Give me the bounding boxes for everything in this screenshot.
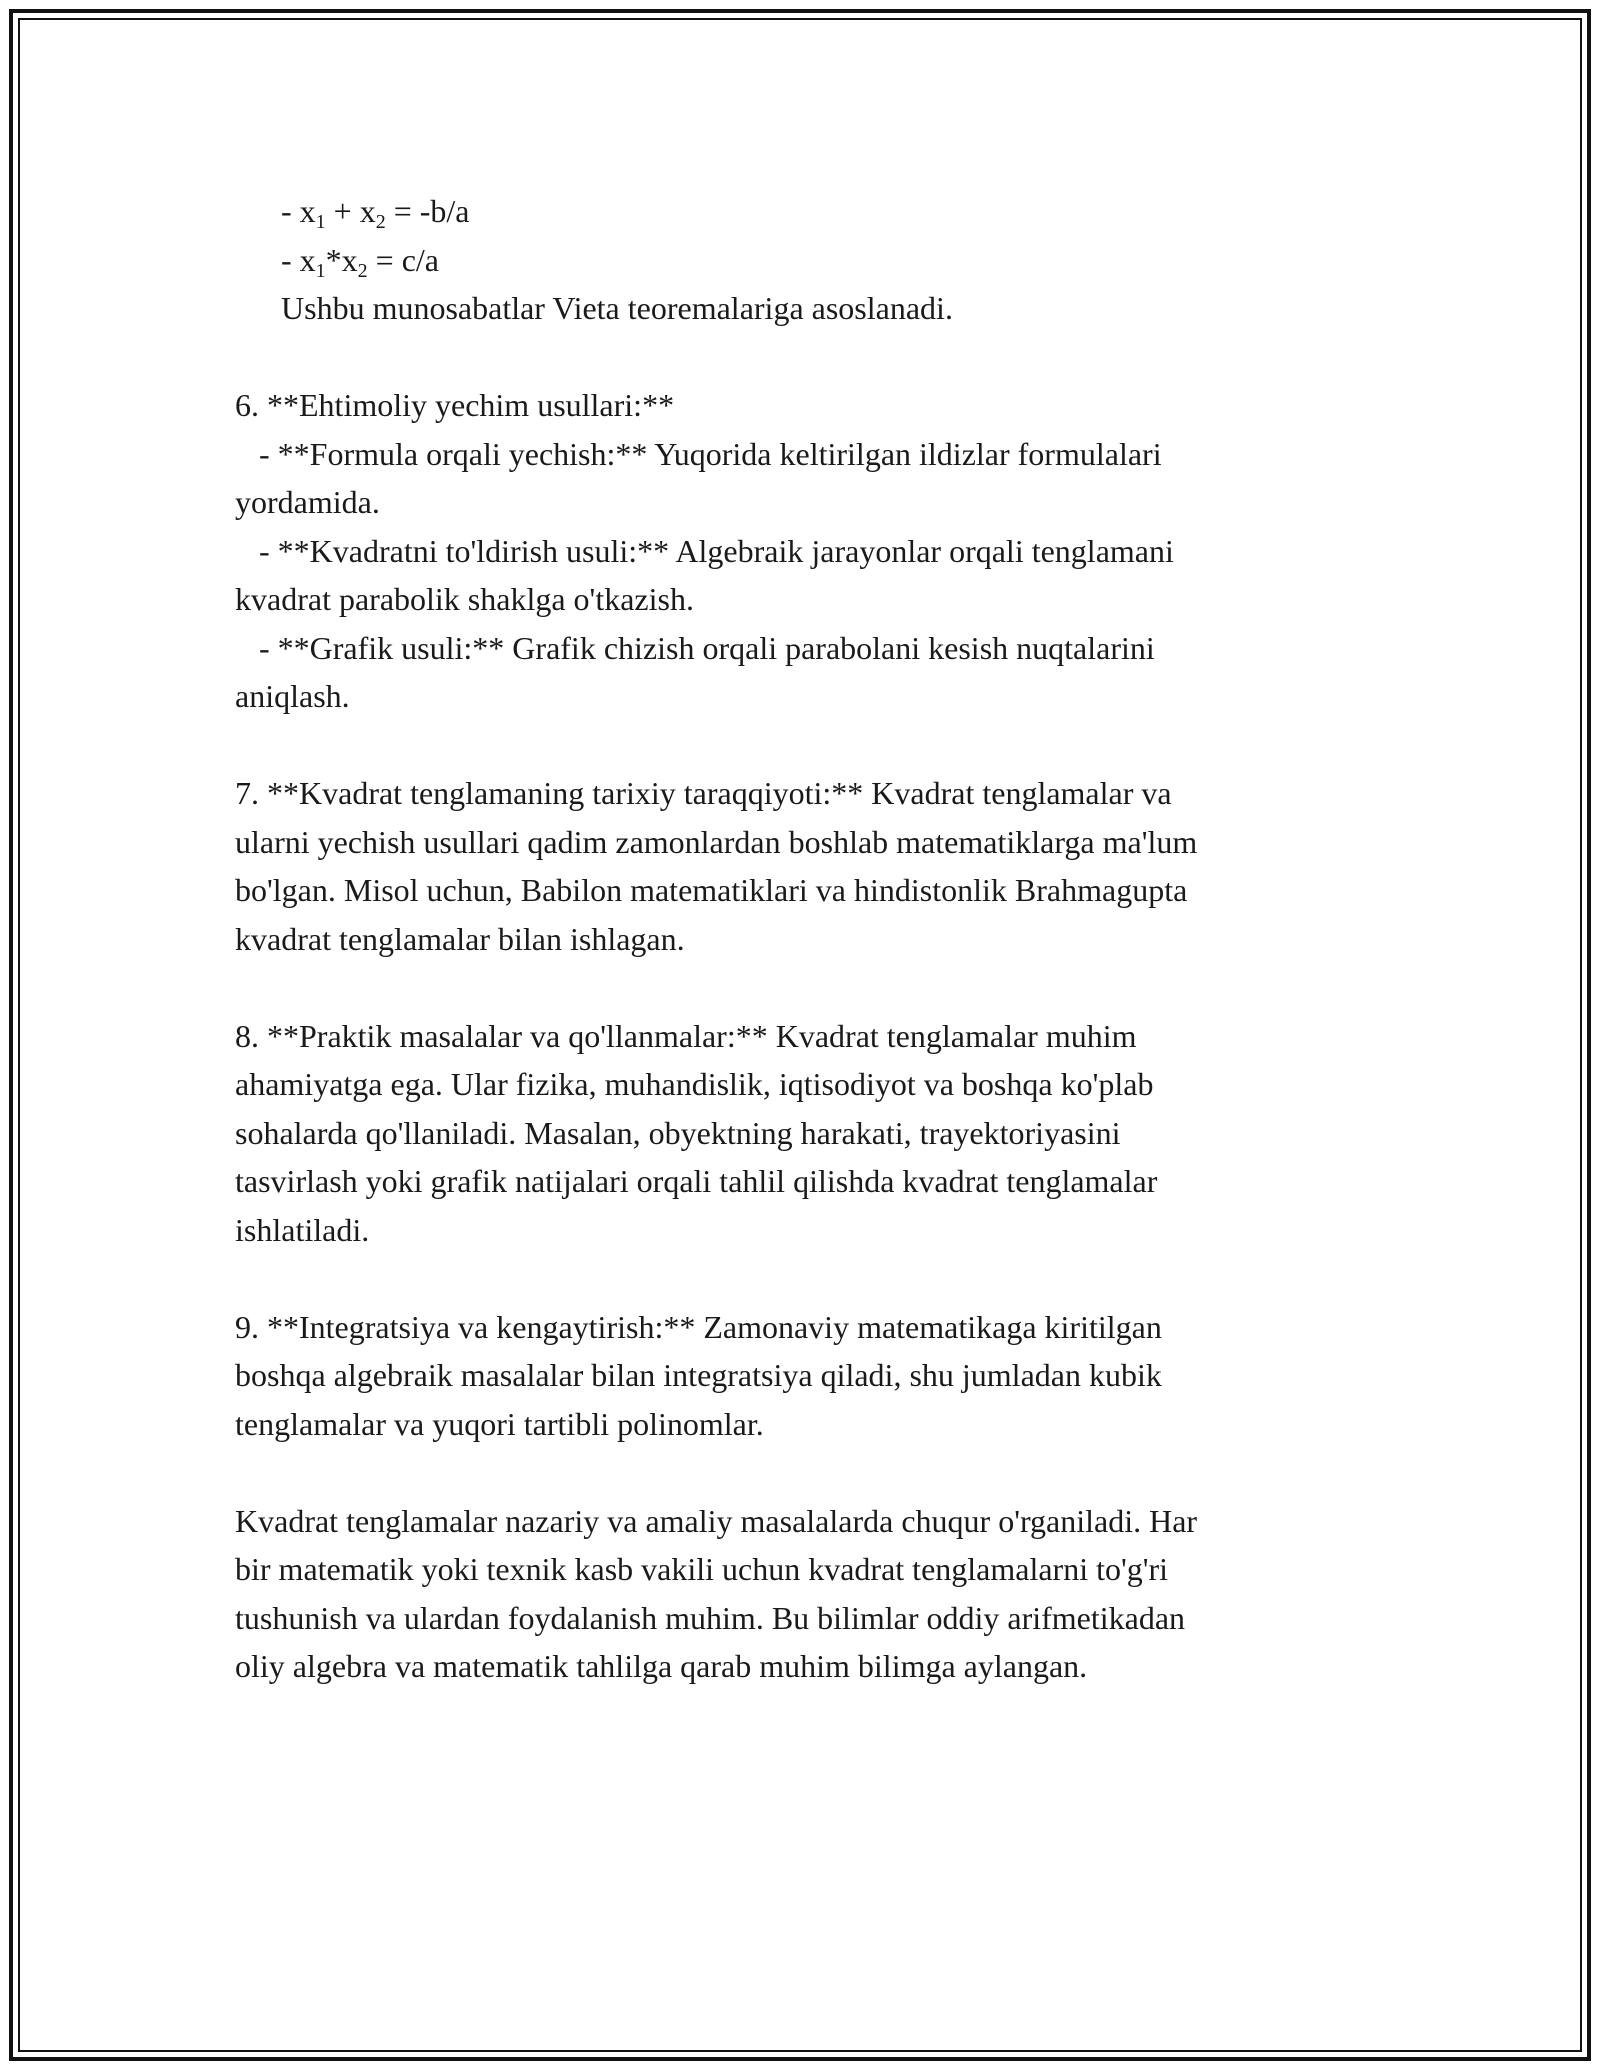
paragraph-gap: [235, 721, 1365, 770]
section9-line-1: 9. **Integratsiya va kengaytirish:** Zamonaviy matematikaga kiritilgan: [235, 1308, 1162, 1345]
formula-sum-sub1: 1: [315, 211, 326, 233]
section7-line-4: kvadrat tenglamalar bilan ishlagan.: [235, 920, 685, 957]
section8-line-5: ishlatiladi.: [235, 1211, 370, 1248]
formula-product-mid: *x: [325, 241, 358, 278]
section9-line-3: tenglamalar va yuqori tartibli polinomlar.: [235, 1405, 764, 1442]
paragraph-gap: [235, 963, 1365, 1012]
formula-sum-sub2: 2: [375, 211, 386, 233]
formula-note: Ushbu munosabatlar Vieta teoremalariga asoslanadi.: [281, 290, 953, 326]
conclusion-line-1: Kvadrat tenglamalar nazariy va amaliy masalalarda chuqur o'rganiladi. Har: [235, 1502, 1198, 1539]
paragraph-gap: [235, 1448, 1365, 1497]
section8-line-4: tasvirlash yoki grafik natijalari orqali tahlil qilishda kvadrat tenglamalar: [235, 1163, 1158, 1199]
section6-bullet-2-line2: kvadrat parabolik shaklga o'tkazish.: [235, 581, 694, 617]
section8-line-3: sohalarda qo'llaniladi. Masalan, obyektning harakati, trayektoriyasini: [235, 1114, 1121, 1151]
formula-product-suffix: = c/a: [367, 241, 439, 278]
section6-heading: 6. **Ehtimoliy yechim usullari:**: [235, 387, 675, 423]
formula-product: [235, 236, 1365, 285]
formula-product-prefix: - x: [281, 241, 316, 278]
section6-bullet-1-line1: - **Formula orqali yechish:** Yuqorida keltirilgan ildizlar formulalari: [235, 435, 1162, 472]
section8-line-1: 8. **Praktik masalalar va qo'llanmalar:** Kvadrat tenglamalar muhim: [235, 1017, 1137, 1054]
formula-product-sub1: 1: [315, 259, 326, 282]
section7-line-1: 7. **Kvadrat tenglamaning tarixiy taraqqiyoti:** Kvadrat tenglamalar va: [235, 775, 1172, 811]
formula-sum: [235, 187, 1365, 236]
section9-line-2: boshqa algebraik masalalar bilan integratsiya qiladi, shu jumladan kubik: [235, 1357, 1162, 1393]
section8-line-2: ahamiyatga ega. Ular fizika, muhandislik, iqtisodiyot va boshqa ko'plab: [235, 1066, 1154, 1102]
formula-sum-suffix: = -b/a: [385, 193, 470, 229]
section7-line-3: bo'lgan. Misol uchun, Babilon matematiklari va hindistonlik Brahmagupta: [235, 872, 1188, 908]
section7-line-2: ularni yechish usullari qadim zamonlardan boshlab matematiklarga ma'lum: [235, 823, 1198, 860]
document-body: [235, 187, 1365, 1691]
conclusion-line-2: bir matematik yoki texnik kasb vakili uchun kvadrat tenglamalarni to'g'ri: [235, 1551, 1169, 1587]
paragraph-gap: [235, 1254, 1365, 1303]
conclusion-line-3: tushunish va ulardan foydalanish muhim. Bu bilimlar oddiy arifmetikadan: [235, 1599, 1186, 1636]
formula-sum-mid: + x: [325, 193, 376, 229]
section6-bullet-1-line2: yordamida.: [235, 484, 380, 520]
conclusion-line-4: oliy algebra va matematik tahlilga qarab muhim bilimga aylangan.: [235, 1648, 1088, 1684]
paragraph-gap: [235, 333, 1365, 382]
section6-bullet-3-line1: - **Grafik usuli:** Grafik chizish orqali parabolani kesish nuqtalarini: [235, 629, 1155, 666]
formula-product-sub2: 2: [357, 259, 368, 282]
formula-sum-prefix: - x: [281, 193, 316, 229]
section6-bullet-3-line2: aniqlash.: [235, 678, 350, 714]
section6-bullet-2-line1: - **Kvadratni to'ldirish usuli:** Algebraik jarayonlar orqali tenglamani: [235, 532, 1174, 569]
